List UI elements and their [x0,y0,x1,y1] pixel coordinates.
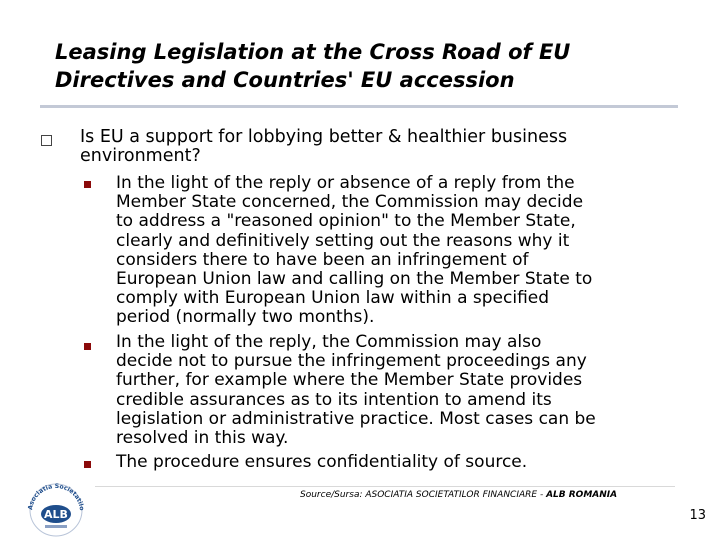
square-bullet-icon [84,181,91,188]
point-line: credible assurances as to its intention to amend its [116,389,552,410]
point-line: to address a "reasoned opinion" to the Member State, [116,211,576,232]
source-citation [300,490,700,500]
point-line: comply with European Union law within a specified [116,288,550,309]
title-line: Directives and Countries' EU accession [55,68,515,92]
point-line: clearly and definitively setting out the reasons why it [116,230,570,251]
point-1 [116,174,696,328]
footer-divider [95,486,675,487]
point-line: resolved in this way. [116,428,289,449]
point-line: The procedure ensures confidentiality of source. [116,452,528,472]
source-prefix: Source/Sursa: ASOCIATIA SOCIETATILOR FINANCIARE - [300,490,547,500]
square-bullet-icon [84,343,91,350]
hollow-square-bullet-icon [41,135,52,146]
alb-logo-icon [20,472,92,538]
point-line: further, for example where the Member State provides [116,370,583,391]
point-2 [116,333,696,448]
slide-title [55,38,695,94]
source-brand: ALB ROMANIA [546,490,618,500]
point-line: Member State concerned, the Commission may decide [116,192,584,213]
logo-ring-text: Asociatia Societatilo [27,482,86,512]
square-bullet-icon [84,461,91,468]
point-line: considers there to have been an infringement of [116,249,529,270]
main-question [80,128,700,166]
page-number: 13 [689,508,706,523]
point-line: European Union law and calling on the Member State to [116,269,593,290]
point-line: decide not to pursue the infringement proceedings any [116,351,587,372]
title-divider [40,105,678,108]
logo-text: ALB [44,508,68,521]
question-line: Is EU a support for lobbying better & healthier business [80,127,568,147]
point-3 [116,453,696,472]
point-line: In the light of the reply or absence of a reply from the [116,173,575,193]
point-line: In the light of the reply, the Commission may also [116,332,542,352]
title-line: Leasing Legislation at the Cross Road of EU [55,40,571,64]
point-line: period (normally two months). [116,307,375,328]
point-line: legislation or administrative practice. Most cases can be [116,408,596,429]
alb-logo [20,472,92,538]
question-line: environment? [80,146,201,166]
